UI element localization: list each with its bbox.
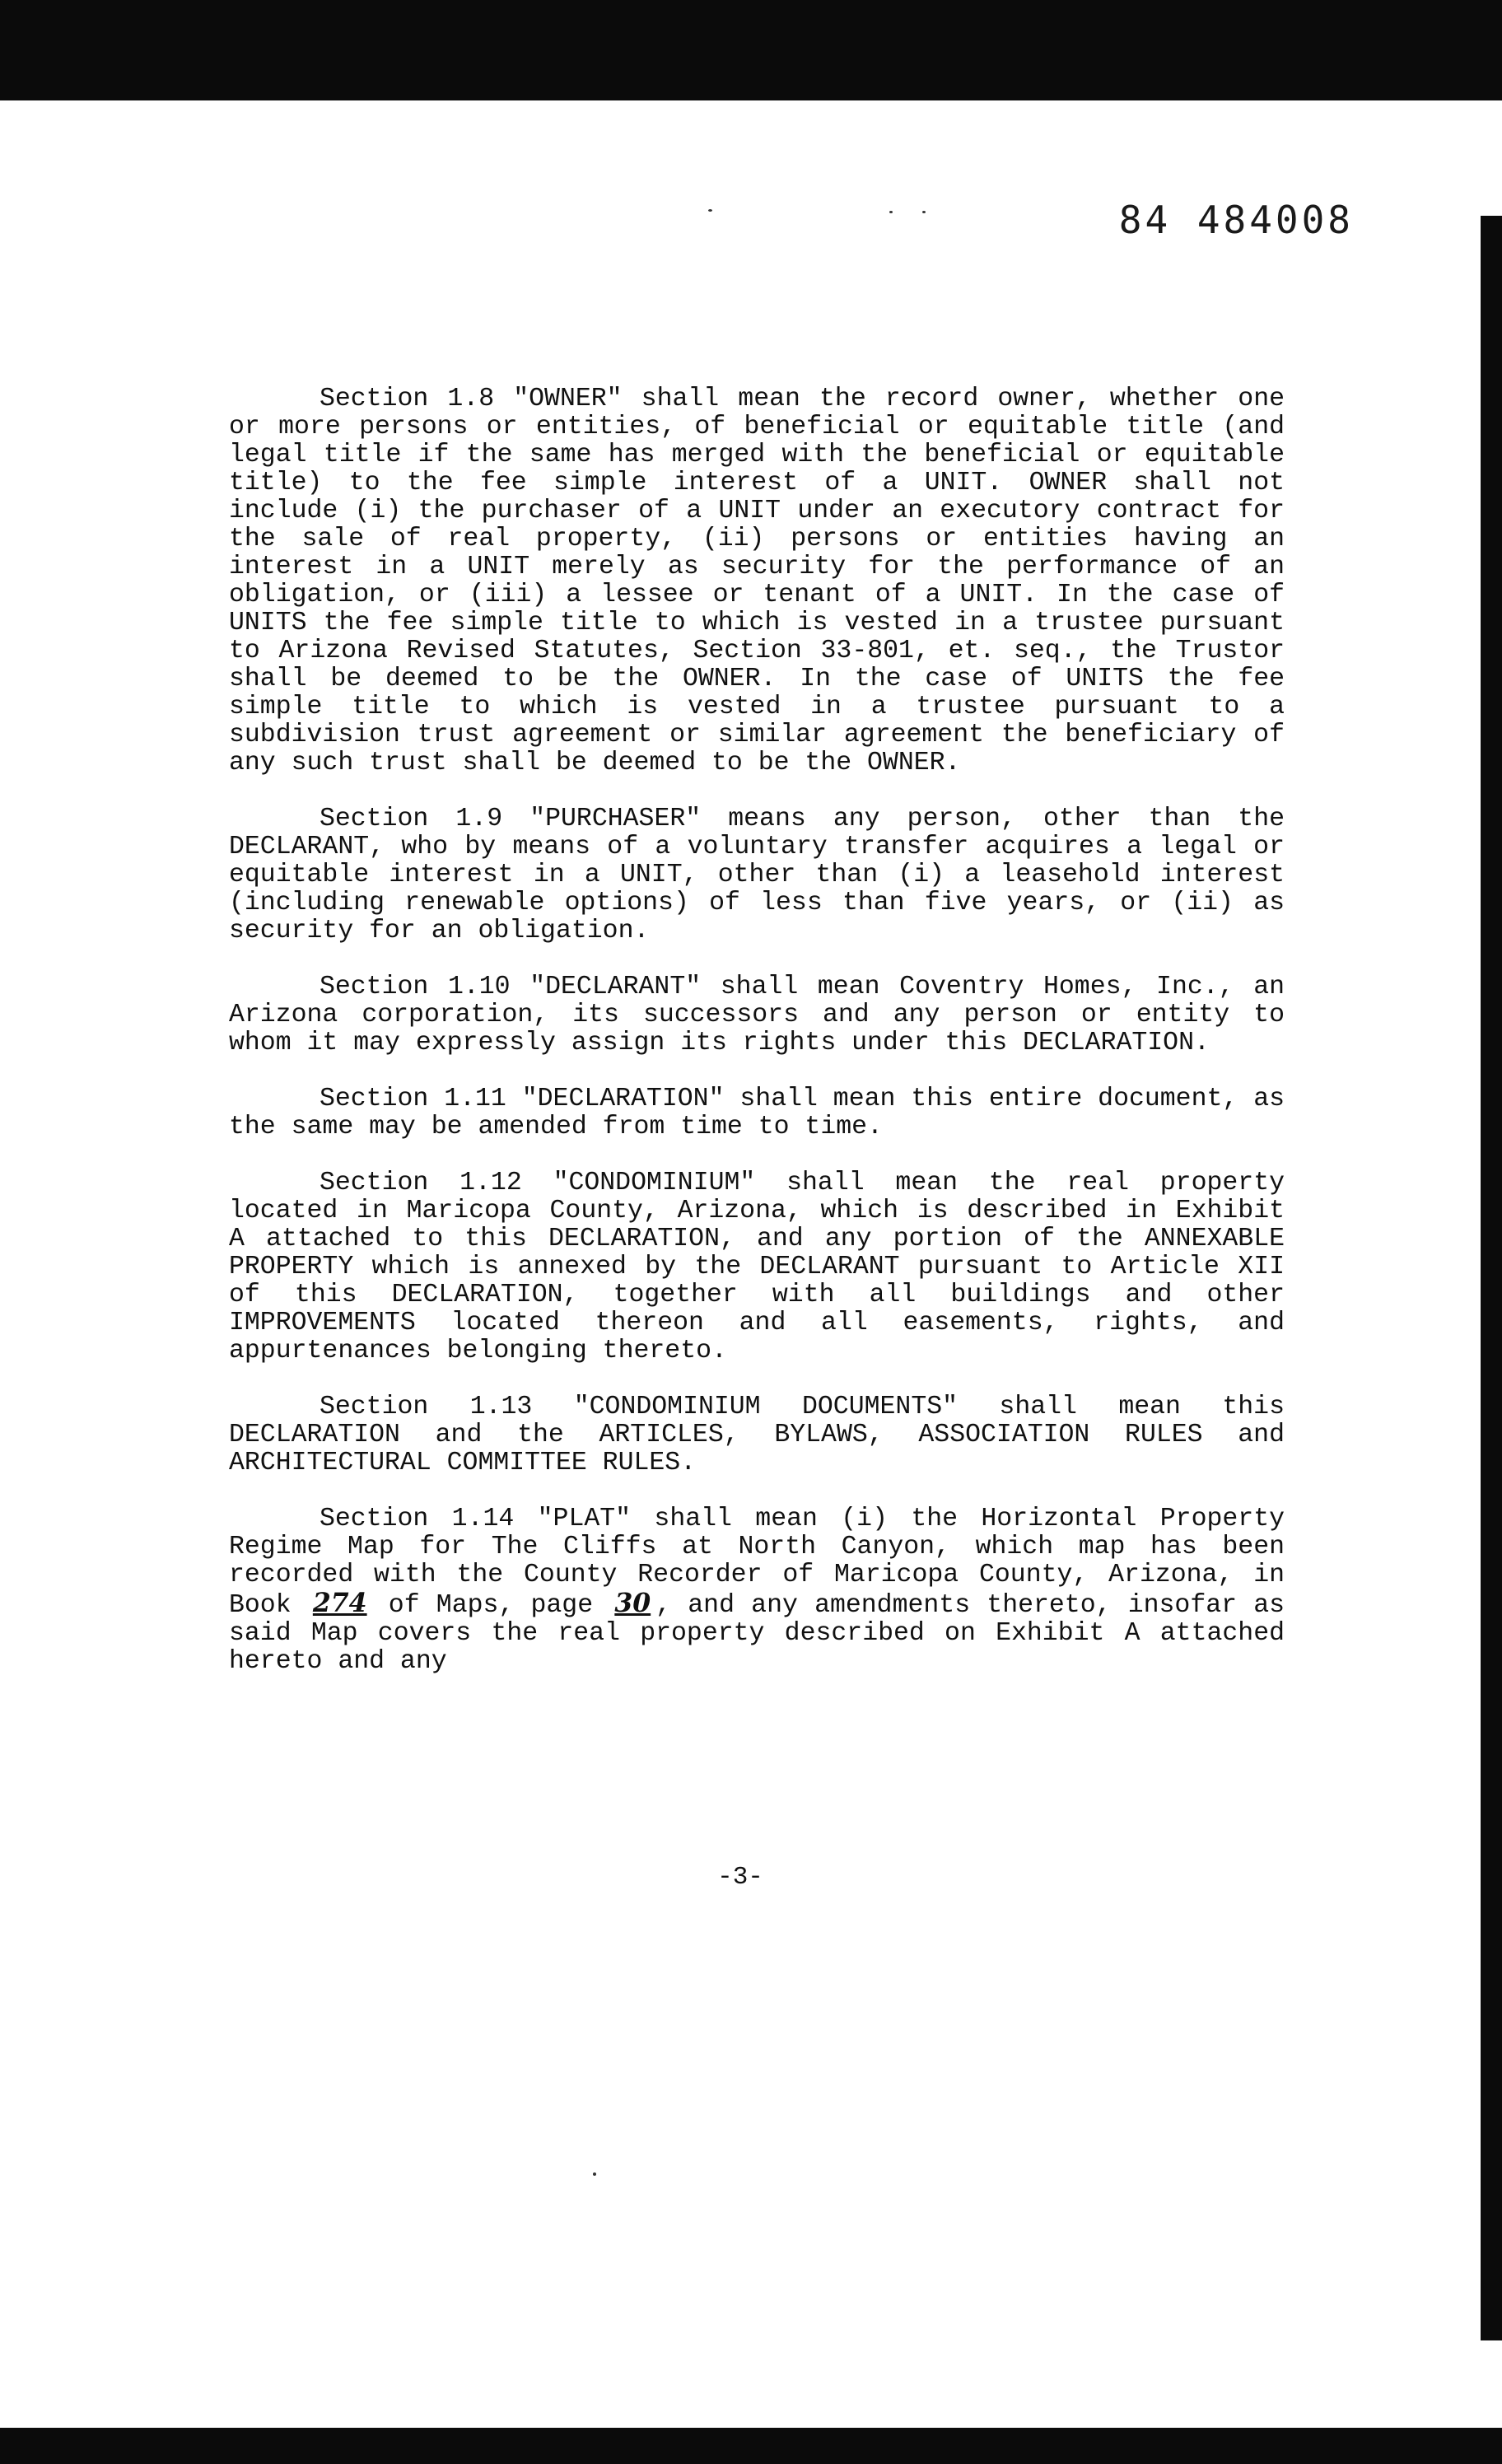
section-label: Section 1.14 bbox=[320, 1505, 515, 1533]
section-text: "CONDOMINIUM DOCUMENTS" shall mean this DECLARATION and the ARTICLES, BYLAWS, ASSOCIATION RULES and ARCHITECTURAL COMMITTEE RULES. bbox=[229, 1393, 1285, 1477]
section-1-13 bbox=[229, 1393, 1285, 1477]
handwritten-book-number: 274 bbox=[312, 1588, 367, 1618]
scan-speck bbox=[922, 211, 926, 213]
scan-speck bbox=[708, 209, 712, 212]
section-text: , and any amendments thereto, insofar as said Map covers the real property described on Exhibit A attached hereto and any bbox=[229, 1591, 1285, 1676]
handwritten-page-number: 30 bbox=[614, 1588, 651, 1618]
section-label: Section 1.8 bbox=[320, 385, 495, 413]
section-text: "CONDOMINIUM" shall mean the real property located in Maricopa County, Arizona, which is described in Exhibit A attached to this DECLARATION, and any portion of the ANNEXABLE PROPERTY which is annexed by the DECLARANT pursuant to Article XII of this DECLARATION, together with all buildings and other IMPROVEMENTS located thereon and all easements, rights, and appurtenances belonging thereto. bbox=[229, 1169, 1285, 1365]
scan-border-top bbox=[0, 0, 1502, 100]
section-text: of Maps, page bbox=[388, 1591, 594, 1620]
section-1-14 bbox=[229, 1505, 1285, 1676]
section-text: "PURCHASER" means any person, other than the DECLARANT, who by means of a voluntary transfer acquires a legal or equitable interest in a UNIT, other than (i) a leasehold interest (including renewable options) of less than five years, or (ii) as security for an obligation. bbox=[229, 805, 1285, 945]
scan-border-bottom bbox=[0, 2428, 1502, 2464]
section-1-8 bbox=[229, 385, 1285, 777]
document-number: 84 484008 bbox=[1118, 198, 1354, 242]
section-label: Section 1.12 bbox=[320, 1169, 522, 1197]
section-text: "DECLARANT" shall mean Coventry Homes, Inc., an Arizona corporation, its successors and any person or entity to whom it may expressly assign its rights under this DECLARATION. bbox=[229, 973, 1285, 1057]
section-label: Section 1.10 bbox=[320, 973, 511, 1001]
section-text: "DECLARATION" shall mean this entire document, as the same may be amended from time to time. bbox=[229, 1085, 1285, 1141]
document-body bbox=[229, 385, 1285, 1704]
section-1-12 bbox=[229, 1169, 1285, 1365]
section-1-10 bbox=[229, 973, 1285, 1057]
page-number: -3- bbox=[717, 1863, 763, 1892]
scan-border-right bbox=[1481, 216, 1502, 2340]
section-1-9 bbox=[229, 805, 1285, 945]
section-label: Section 1.11 bbox=[320, 1085, 506, 1113]
section-text: "PLAT" shall mean (i) the Horizontal Property Regime Map for The Cliffs at North Canyon, which map has been recorded with the County Recorder of Maricopa County, Arizona, in Book bbox=[229, 1505, 1285, 1620]
scan-speck bbox=[889, 211, 893, 213]
scan-speck bbox=[593, 2172, 596, 2176]
section-1-11 bbox=[229, 1085, 1285, 1141]
section-text: "OWNER" shall mean the record owner, whether one or more persons or entities, of beneficial or equitable title (and legal title if the same has merged with the beneficial or equitable title) to the fee simple interest of a UNIT. OWNER shall not include (i) the purchaser of a UNIT under an executory contract for the sale of real property, (ii) persons or entities having an interest in a UNIT merely as security for the performance of an obligation, or (iii) a lessee or tenant of a UNIT. In the case of UNITS the fee simple title to which is vested in a trustee pursuant to Arizona Revised Statutes, Section 33-801, et. seq., the Trustor shall be deemed to be the OWNER. In the case of UNITS the fee simple title to which is vested in a trustee pursuant to a subdivision trust agreement or similar agreement the beneficiary of any such trust shall be deemed to be the OWNER. bbox=[229, 385, 1285, 777]
section-label: Section 1.13 bbox=[320, 1393, 533, 1421]
section-label: Section 1.9 bbox=[320, 805, 503, 833]
